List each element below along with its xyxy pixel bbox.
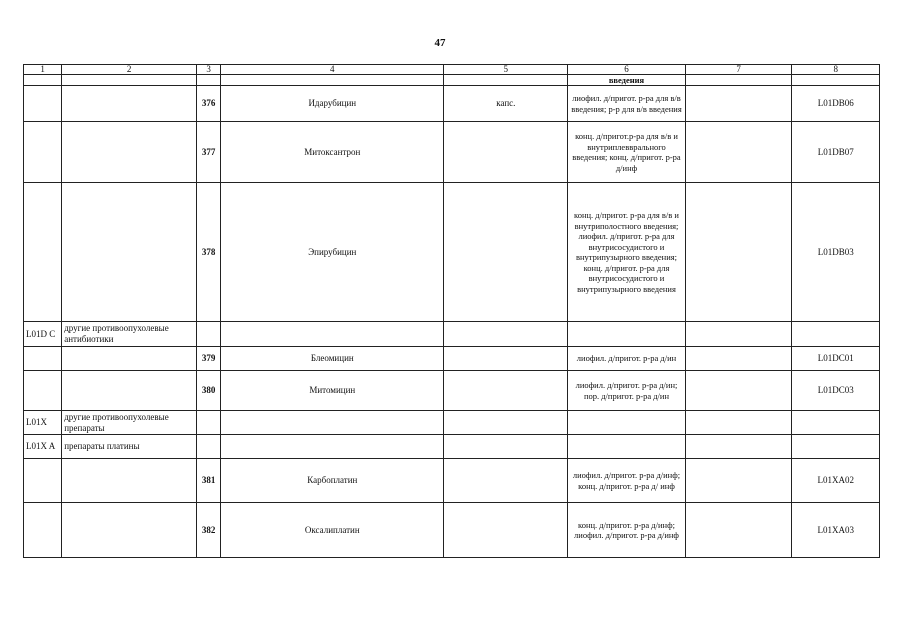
header-cell: 2 xyxy=(62,65,197,75)
atc-code: L01DB06 xyxy=(792,86,880,122)
drug-name: Карбоплатин xyxy=(221,459,444,503)
table-row xyxy=(24,122,880,183)
row-number: 377 xyxy=(197,122,221,183)
page-number: 47 xyxy=(434,37,446,49)
group-title: другие противоопухолевые препараты xyxy=(62,411,197,435)
drug-form: конц. д/пригот.р-ра для в/в и внутриплевврального введения; конц. д/пригот. р-ра д/инф xyxy=(568,122,686,183)
table-row xyxy=(24,503,880,558)
drug-form: лиофил. д/пригот. р-ра д/ин xyxy=(568,347,686,371)
drug-name: Эпирубицин xyxy=(221,183,444,322)
atc-code: L01DC03 xyxy=(792,371,880,411)
table-row xyxy=(24,347,880,371)
row-number: 378 xyxy=(197,183,221,322)
drug-form: лиофил. д/пригот. р-ра д/ин; пор. д/пригот. р-ра д/ин xyxy=(568,371,686,411)
atc-code: L01DB03 xyxy=(792,183,880,322)
header-cell: 6 xyxy=(568,65,686,75)
continuation-text: введения xyxy=(568,75,686,86)
drug-form: конц. д/пригот. р-ра для в/в и внутриполостного введения; лиофил. д/пригот. р-ра для внутрисосудистого и внутрипузырного введения; конц. д/пригот. р-ра для внутрисосудистого и внутрипузырного введения xyxy=(568,183,686,322)
drug-name: Митоксантрон xyxy=(221,122,444,183)
drug-col5: капс. xyxy=(444,86,568,122)
header-cell: 1 xyxy=(24,65,62,75)
atc-code: L01XA02 xyxy=(792,459,880,503)
header-cell: 7 xyxy=(685,65,792,75)
table-row xyxy=(24,86,880,122)
drug-name: Идарубицин xyxy=(221,86,444,122)
group-code: L01X A xyxy=(24,435,62,459)
header-cell: 8 xyxy=(792,65,880,75)
table-row xyxy=(24,183,880,322)
group-row xyxy=(24,435,880,459)
row-number: 379 xyxy=(197,347,221,371)
drug-name: Блеомицин xyxy=(221,347,444,371)
row-number: 382 xyxy=(197,503,221,558)
table-row xyxy=(24,371,880,411)
group-row xyxy=(24,322,880,347)
header-cell: 3 xyxy=(197,65,221,75)
drug-form: конц. д/пригот. р-ра д/инф; лиофил. д/пригот. р-ра д/инф xyxy=(568,503,686,558)
drug-table xyxy=(23,64,880,558)
atc-code: L01DC01 xyxy=(792,347,880,371)
row-number: 381 xyxy=(197,459,221,503)
group-code: L01X xyxy=(24,411,62,435)
atc-code: L01DB07 xyxy=(792,122,880,183)
drug-name: Митомицин xyxy=(221,371,444,411)
drug-name: Оксалиплатин xyxy=(221,503,444,558)
row-number: 376 xyxy=(197,86,221,122)
header-cell: 5 xyxy=(444,65,568,75)
row-number: 380 xyxy=(197,371,221,411)
group-title: препараты платины xyxy=(62,435,197,459)
drug-form: лиофил. д/пригот. р-ра д/инф; конц. д/пригот. р-ра д/ инф xyxy=(568,459,686,503)
continuation-row xyxy=(24,75,880,86)
group-row xyxy=(24,411,880,435)
drug-form: лиофил. д/пригот. р-ра для в/в введения; р-р для в/в введения xyxy=(568,86,686,122)
header-row xyxy=(24,65,880,75)
atc-code: L01XA03 xyxy=(792,503,880,558)
header-cell: 4 xyxy=(221,65,444,75)
group-code: L01D C xyxy=(24,322,62,347)
table-row xyxy=(24,459,880,503)
group-title: другие противоопухолевые антибиотики xyxy=(62,322,197,347)
